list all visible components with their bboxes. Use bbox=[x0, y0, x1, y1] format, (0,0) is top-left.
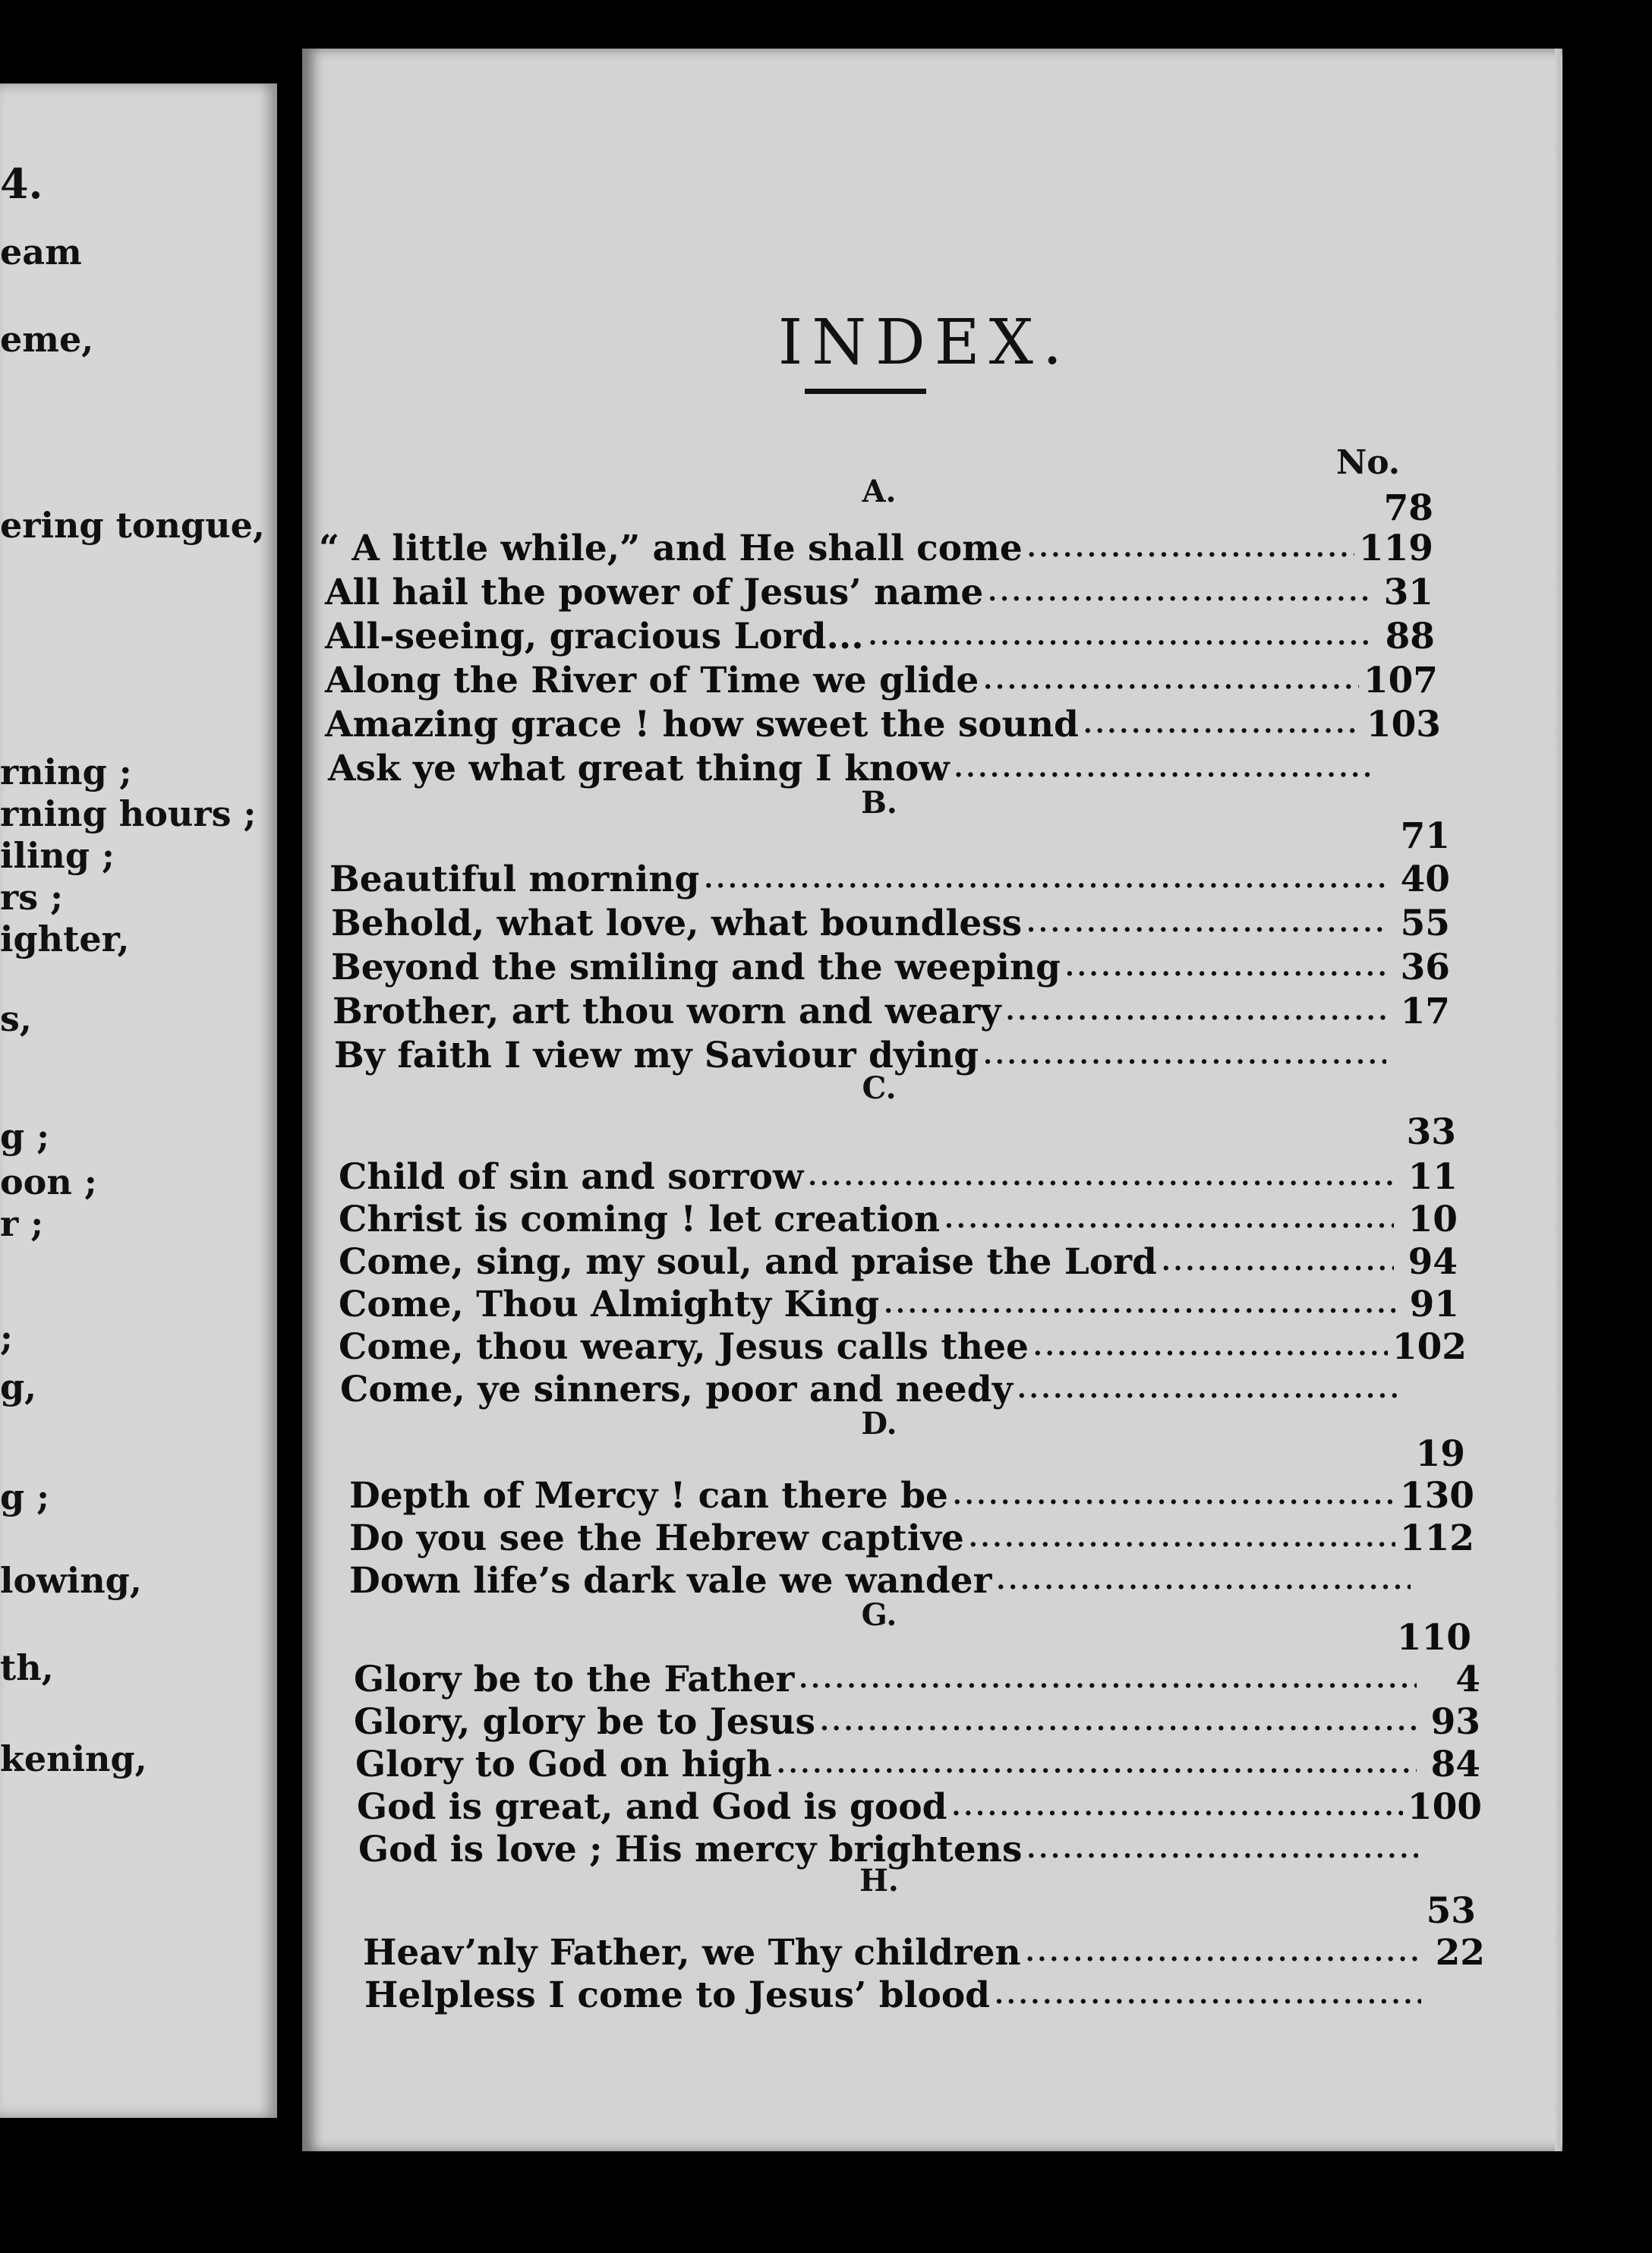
left-fragment-line: lowing, bbox=[0, 1560, 142, 1601]
entry-number: 93 bbox=[1430, 1700, 1480, 1743]
entry-title: Come, Thou Almighty King bbox=[339, 1283, 880, 1325]
index-entry bbox=[339, 1198, 1458, 1240]
entry-title: Ask ye what great thing I know bbox=[328, 747, 950, 789]
dot-leader bbox=[704, 864, 1386, 894]
index-entry bbox=[319, 527, 1433, 569]
entry-number: 22 bbox=[1435, 1931, 1485, 1974]
entry-title: Glory, glory be to Jesus bbox=[354, 1700, 815, 1743]
left-page-fragment bbox=[0, 84, 277, 2118]
entry-title: Amazing grace ! how sweet the sound bbox=[325, 703, 1079, 745]
dot-leader bbox=[1026, 1937, 1421, 1968]
entry-title: All-seeing, gracious Lord... bbox=[325, 615, 864, 657]
entry-title: “ A little while,” and He shall come bbox=[319, 527, 1023, 569]
left-fragment-line: rs ; bbox=[0, 877, 64, 918]
index-entry bbox=[357, 1785, 1482, 1828]
left-fragment-line: ering tongue, bbox=[0, 505, 265, 546]
lead-number: 33 bbox=[1406, 1111, 1456, 1153]
lead-number: 53 bbox=[1426, 1890, 1476, 1932]
left-fragment-line: 4. bbox=[0, 159, 43, 208]
entry-number: 55 bbox=[1400, 902, 1450, 944]
entry-title: Down life’s dark vale we wander bbox=[349, 1559, 992, 1602]
entry-number: 4 bbox=[1455, 1658, 1480, 1700]
left-fragment-line: rning hours ; bbox=[0, 793, 257, 834]
page-title: INDEX. bbox=[777, 307, 1072, 379]
entry-title: All hail the power of Jesus’ name bbox=[325, 571, 984, 613]
left-fragment-line: g ; bbox=[0, 1116, 50, 1157]
entry-number: 112 bbox=[1399, 1517, 1474, 1559]
index-entry bbox=[339, 1240, 1458, 1283]
index-entry bbox=[339, 1283, 1459, 1325]
dot-leader bbox=[953, 1480, 1395, 1511]
dot-leader bbox=[1006, 996, 1386, 1026]
title-rule bbox=[805, 389, 926, 394]
entry-title: Come, thou weary, Jesus calls thee bbox=[339, 1325, 1029, 1368]
entry-title: Along the River of Time we glide bbox=[325, 659, 979, 701]
entry-number: 36 bbox=[1400, 946, 1450, 988]
entry-title: God is love ; His mercy brightens bbox=[358, 1828, 1023, 1870]
entry-number: 84 bbox=[1430, 1743, 1480, 1785]
left-fragment-line: oon ; bbox=[0, 1161, 97, 1202]
left-fragment-line: g ; bbox=[0, 1476, 50, 1517]
dot-leader bbox=[808, 1161, 1394, 1192]
dot-leader bbox=[1027, 533, 1354, 563]
index-entry bbox=[328, 747, 1441, 789]
left-fragment-line: th, bbox=[0, 1647, 54, 1688]
left-fragment-line: eam bbox=[0, 232, 82, 273]
entry-number: 107 bbox=[1363, 659, 1438, 701]
entry-title: Behold, what love, what boundless bbox=[331, 902, 1023, 944]
dot-leader bbox=[1033, 1331, 1388, 1362]
left-fragment-line: rning ; bbox=[0, 752, 132, 792]
index-entry bbox=[339, 1325, 1467, 1368]
dot-leader bbox=[983, 665, 1359, 695]
dot-leader bbox=[944, 1204, 1394, 1234]
dot-leader bbox=[951, 1791, 1402, 1822]
left-fragment-line: ighter, bbox=[0, 919, 130, 959]
entry-number: 40 bbox=[1400, 858, 1450, 900]
section-letter-heading: G. bbox=[861, 1597, 897, 1633]
index-entry bbox=[329, 858, 1450, 900]
entry-number: 130 bbox=[1399, 1474, 1474, 1517]
entry-number: 88 bbox=[1385, 615, 1435, 657]
section-letter-heading: H. bbox=[859, 1863, 899, 1899]
dot-leader bbox=[1162, 1246, 1394, 1277]
entry-title: Christ is coming ! let creation bbox=[339, 1198, 941, 1240]
entry-number: 102 bbox=[1392, 1325, 1467, 1368]
entry-number: 10 bbox=[1408, 1198, 1458, 1240]
entry-title: Brother, art thou worn and weary bbox=[333, 990, 1001, 1032]
entry-title: Beautiful morning bbox=[329, 858, 700, 900]
section-letter-heading: A. bbox=[862, 474, 897, 509]
page-edge bbox=[1555, 49, 1561, 2151]
index-entry bbox=[354, 1700, 1480, 1743]
entry-title: Come, ye sinners, poor and needy bbox=[340, 1368, 1013, 1410]
index-page bbox=[302, 49, 1562, 2151]
dot-leader bbox=[995, 1980, 1421, 2010]
left-fragment-line: s, bbox=[0, 998, 32, 1039]
dot-leader bbox=[954, 753, 1377, 783]
entry-title: Do you see the Hebrew captive bbox=[349, 1517, 964, 1559]
left-fragment-line: kening, bbox=[0, 1738, 147, 1779]
entry-number: 31 bbox=[1383, 571, 1433, 613]
entry-title: Helpless I come to Jesus’ blood bbox=[364, 1974, 991, 2016]
dot-leader bbox=[988, 577, 1370, 607]
entry-title: Heav’nly Father, we Thy children bbox=[363, 1931, 1021, 1974]
dot-leader bbox=[820, 1706, 1417, 1737]
index-entry bbox=[340, 1368, 1467, 1410]
entry-title: Child of sin and sorrow bbox=[339, 1155, 804, 1198]
lead-number: 110 bbox=[1396, 1617, 1471, 1659]
left-fragment-line: r ; bbox=[0, 1203, 44, 1244]
entry-number: 119 bbox=[1358, 527, 1433, 569]
lead-number: 19 bbox=[1415, 1433, 1465, 1475]
entry-number: 17 bbox=[1400, 990, 1450, 1032]
dot-leader bbox=[869, 621, 1371, 651]
index-entry bbox=[331, 946, 1450, 988]
dot-leader bbox=[969, 1523, 1395, 1553]
dot-leader bbox=[1026, 1834, 1418, 1864]
index-entry bbox=[354, 1658, 1480, 1700]
dot-leader bbox=[799, 1664, 1417, 1694]
index-entry bbox=[325, 571, 1433, 613]
dot-leader bbox=[1017, 1374, 1403, 1404]
dot-leader bbox=[1026, 908, 1386, 938]
lead-number: 78 bbox=[1383, 487, 1433, 529]
dot-leader bbox=[777, 1749, 1417, 1779]
section-letter-heading: D. bbox=[861, 1406, 897, 1442]
index-entry bbox=[339, 1155, 1458, 1198]
left-fragment-line: ; bbox=[0, 1317, 13, 1358]
entry-title: Come, sing, my soul, and praise the Lord bbox=[339, 1240, 1157, 1283]
dot-leader bbox=[996, 1565, 1411, 1596]
dot-leader bbox=[983, 1040, 1386, 1070]
index-entry bbox=[349, 1474, 1474, 1517]
entry-number: 11 bbox=[1408, 1155, 1458, 1198]
index-entry bbox=[325, 615, 1435, 657]
lead-number: 71 bbox=[1400, 815, 1450, 857]
section-letter-heading: C. bbox=[862, 1070, 897, 1106]
dot-leader bbox=[1065, 952, 1386, 982]
dot-leader bbox=[1083, 709, 1362, 739]
index-entry bbox=[349, 1517, 1474, 1559]
entry-title: Glory to God on high bbox=[355, 1743, 772, 1785]
index-entry bbox=[325, 659, 1438, 701]
index-entry bbox=[331, 902, 1450, 944]
index-entry bbox=[363, 1931, 1485, 1974]
left-fragment-line: g, bbox=[0, 1366, 37, 1407]
index-entry bbox=[325, 703, 1441, 745]
entry-title: Beyond the smiling and the weeping bbox=[331, 946, 1061, 988]
index-entry bbox=[355, 1743, 1480, 1785]
entry-title: Glory be to the Father bbox=[354, 1658, 795, 1700]
entry-number: 91 bbox=[1409, 1283, 1459, 1325]
left-fragment-line: eme, bbox=[0, 319, 94, 360]
left-fragment-line: iling ; bbox=[0, 835, 115, 876]
number-column-heading: No. bbox=[1336, 443, 1401, 482]
section-letter-heading: B. bbox=[861, 785, 897, 821]
entry-title: Depth of Mercy ! can there be bbox=[349, 1474, 948, 1517]
index-entry bbox=[333, 990, 1450, 1032]
entry-title: God is great, and God is good bbox=[357, 1785, 947, 1828]
index-entry bbox=[349, 1559, 1474, 1602]
dot-leader bbox=[884, 1289, 1395, 1319]
entry-number: 100 bbox=[1407, 1785, 1482, 1828]
entry-number: 103 bbox=[1366, 703, 1441, 745]
entry-number: 94 bbox=[1408, 1240, 1458, 1283]
entry-title: By faith I view my Saviour dying bbox=[334, 1034, 979, 1076]
index-entry bbox=[364, 1974, 1485, 2016]
